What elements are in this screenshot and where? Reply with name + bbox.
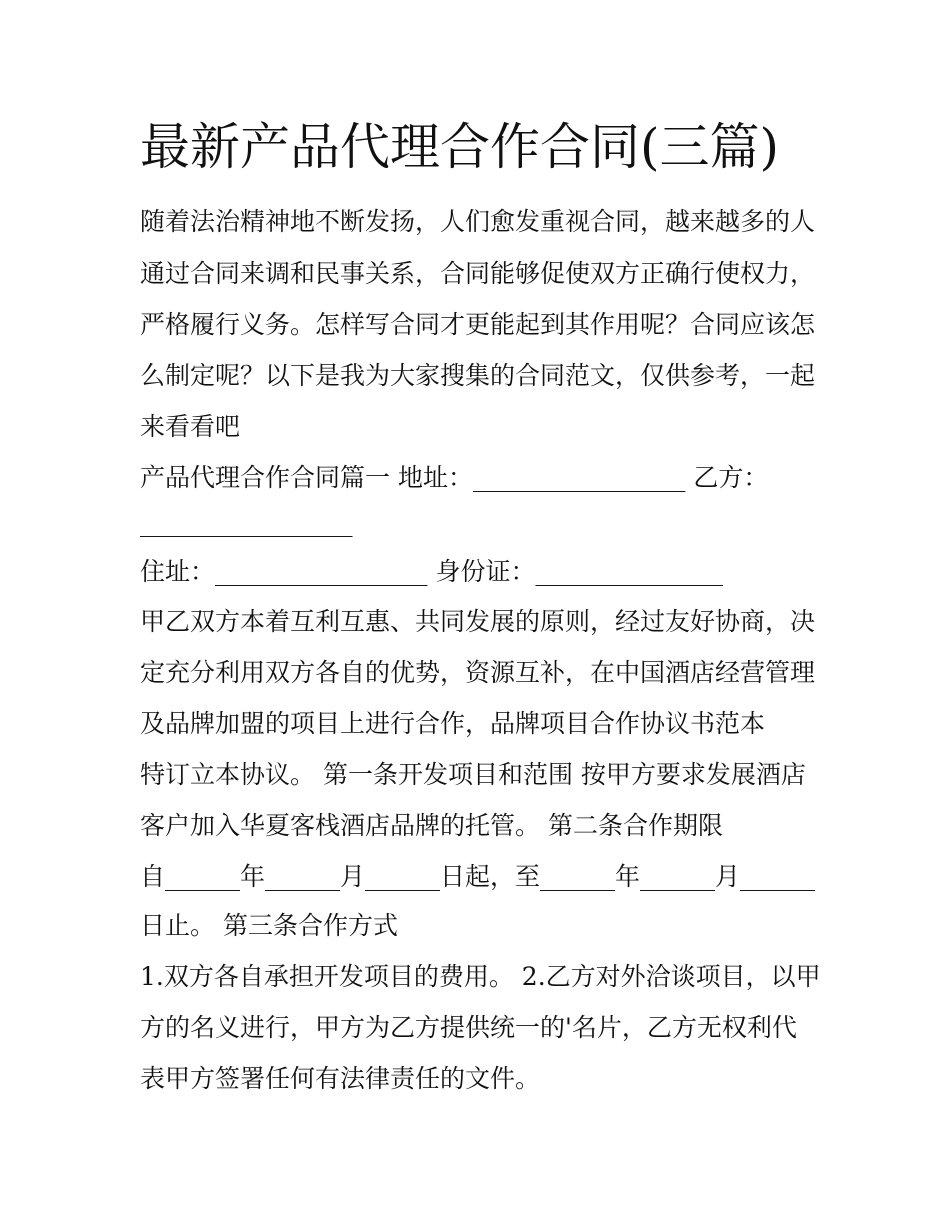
body-line-18: 表甲方签署任何有法律责任的文件。 [140,1064,541,1093]
body-line-14: 自______年______月______日起，至______年______月______ [140,862,816,891]
body-line-13: 客户加入华夏客栈酒店品牌的托管。 第二条合作期限 [140,811,723,840]
body-line-6: 产品代理合作合同篇一 地址：_________________ 乙方： [140,463,769,492]
body-line-12: 特订立本协议。 第一条开发项目和范围 按甲方要求发展酒店 [140,760,806,789]
body-line-7: _________________ [140,508,353,537]
body-line-16: 1.双方各自承担开发项目的费用。 2.乙方对外洽谈项目，以甲 [140,962,821,991]
body-line-4: 么制定呢？以下是我为大家搜集的合同范文，仅供参考，一起 [140,361,816,390]
document-title: 最新产品代理合作合同(三篇) [140,118,780,176]
body-line-9: 甲乙双方本着互利互惠、共同发展的原则，经过友好协商，决 [140,607,816,636]
body-line-17: 方的名义进行，甲方为乙方提供统一的'名片，乙方无权利代 [140,1013,797,1042]
body-line-1: 随着法治精神地不断发扬，人们愈发重视合同，越来越多的人 [140,207,816,236]
body-line-11: 及品牌加盟的项目上进行合作，品牌项目合作协议书范本 [140,709,766,738]
body-line-10: 定充分利用双方各自的优势，资源互补，在中国酒店经营管理 [140,658,816,687]
body-line-5: 来看看吧 [140,412,241,441]
body-line-3: 严格履行义务。怎样写合同才更能起到其作用呢？合同应该怎 [140,310,816,339]
body-line-15: 日止。 第三条合作方式 [140,911,398,940]
body-line-8: 住址：_________________ 身份证：_______________ [140,557,723,586]
body-line-2: 通过合同来调和民事关系，合同能够促使双方正确行使权力， [140,259,816,288]
